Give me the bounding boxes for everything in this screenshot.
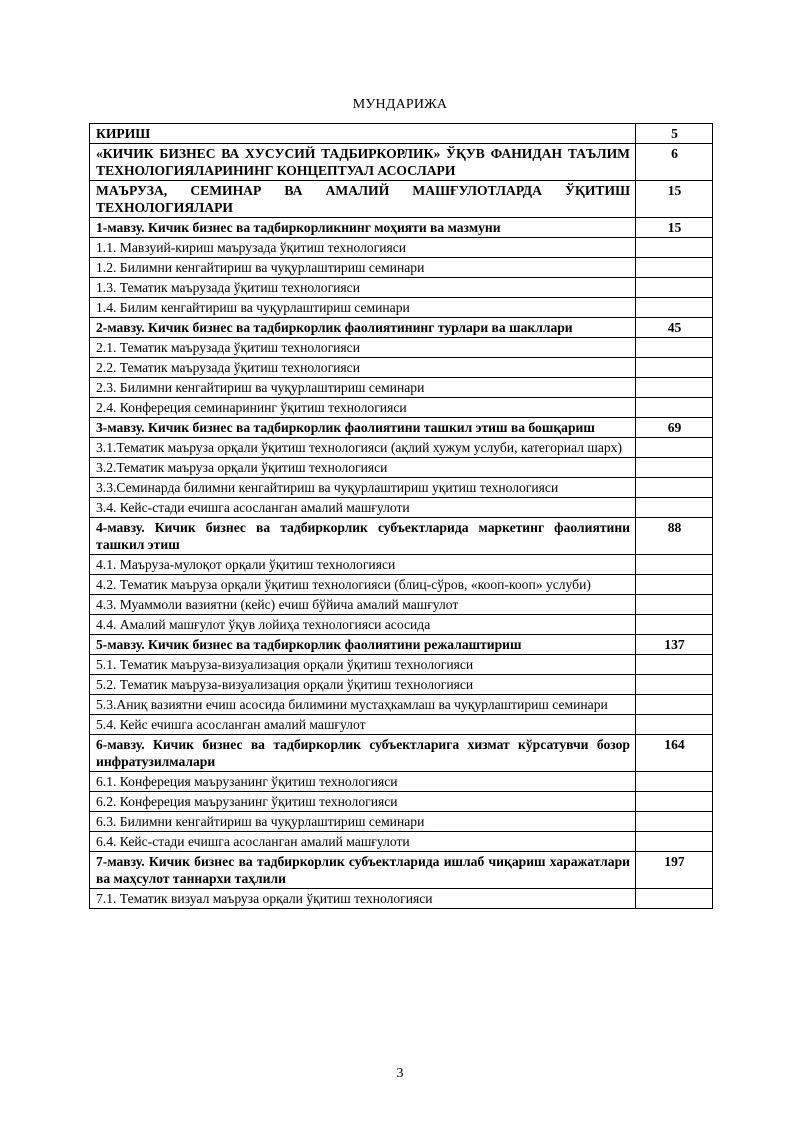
toc-entry-title: 3.3.Семинарда билимни кенгайтириш ва чуқурлаштириш уқитиш технологияси bbox=[90, 478, 636, 498]
toc-entry-page: 137 bbox=[636, 635, 713, 655]
toc-entry-title: КИРИШ bbox=[90, 124, 636, 144]
toc-entry-page bbox=[636, 832, 713, 852]
toc-entry-page bbox=[636, 258, 713, 278]
toc-entry-page bbox=[636, 238, 713, 258]
toc-entry-title: 5.2. Тематик маъруза-визуализация орқали ўқитиш технологияси bbox=[90, 675, 636, 695]
toc-row bbox=[90, 478, 713, 498]
toc-row bbox=[90, 498, 713, 518]
toc-entry-page bbox=[636, 378, 713, 398]
toc-row bbox=[90, 615, 713, 635]
toc-entry-title: 1.2. Билимни кенгайтириш ва чуқурлаштириш семинари bbox=[90, 258, 636, 278]
toc-row bbox=[90, 378, 713, 398]
toc-entry-page: 6 bbox=[636, 144, 713, 181]
toc-entry-page bbox=[636, 498, 713, 518]
toc-entry-page bbox=[636, 792, 713, 812]
toc-row bbox=[90, 124, 713, 144]
toc-entry-title: «КИЧИК БИЗНЕС ВА ХУСУСИЙ ТАДБИРКОРЛИК» ЎҚУВ ФАНИДАН ТАЪЛИМ ТЕХНОЛОГИЯЛАРИНИНГ КОНЦЕПТУАЛ АСОСЛАРИ bbox=[90, 144, 636, 181]
toc-entry-page: 197 bbox=[636, 852, 713, 889]
toc-entry-title: 2.2. Тематик маърузада ўқитиш технологияси bbox=[90, 358, 636, 378]
toc-row bbox=[90, 358, 713, 378]
toc-entry-page bbox=[636, 595, 713, 615]
toc-entry-title: 2.3. Билимни кенгайтириш ва чуқурлаштириш семинари bbox=[90, 378, 636, 398]
toc-row bbox=[90, 418, 713, 438]
toc-row bbox=[90, 852, 713, 889]
toc-entry-page bbox=[636, 458, 713, 478]
toc-entry-page bbox=[636, 575, 713, 595]
toc-entry-title: 1-мавзу. Кичик бизнес ва тадбиркорликнинг моҳияти ва мазмуни bbox=[90, 218, 636, 238]
toc-entry-page bbox=[636, 675, 713, 695]
toc-entry-page bbox=[636, 889, 713, 909]
toc-entry-page: 164 bbox=[636, 735, 713, 772]
toc-entry-title: 3.1.Тематик маъруза орқали ўқитиш технологияси (ақлий хужум услуби, категориал шарх) bbox=[90, 438, 636, 458]
toc-entry-title: 2-мавзу. Кичик бизнес ва тадбиркорлик фаолиятининг турлари ва шакллари bbox=[90, 318, 636, 338]
toc-row bbox=[90, 398, 713, 418]
toc-row bbox=[90, 181, 713, 218]
toc-entry-page: 45 bbox=[636, 318, 713, 338]
toc-entry-page bbox=[636, 615, 713, 635]
toc-body bbox=[90, 124, 713, 909]
toc-entry-title: 1.3. Тематик маърузада ўқитиш технологияси bbox=[90, 278, 636, 298]
toc-entry-title: 6.1. Конфереция маърузанинг ўқитиш технологияси bbox=[90, 772, 636, 792]
toc-row bbox=[90, 812, 713, 832]
toc-row bbox=[90, 772, 713, 792]
toc-entry-title: 1.4. Билим кенгайтириш ва чуқурлаштириш семинари bbox=[90, 298, 636, 318]
toc-entry-page bbox=[636, 438, 713, 458]
toc-entry-title: 4-мавзу. Кичик бизнес ва тадбиркорлик субъектларида маркетинг фаолиятини ташкил этиш bbox=[90, 518, 636, 555]
toc-entry-title: 4.4. Амалий машғулот ўқув лойиҳа технологияси асосида bbox=[90, 615, 636, 635]
toc-entry-page: 15 bbox=[636, 181, 713, 218]
toc-entry-page bbox=[636, 338, 713, 358]
toc-entry-title: 5.4. Кейс ечишга асосланган амалий машғулот bbox=[90, 715, 636, 735]
toc-entry-page bbox=[636, 655, 713, 675]
toc-entry-page bbox=[636, 398, 713, 418]
toc-row bbox=[90, 555, 713, 575]
toc-row bbox=[90, 715, 713, 735]
toc-row bbox=[90, 518, 713, 555]
toc-entry-title: 2.1. Тематик маърузада ўқитиш технологияси bbox=[90, 338, 636, 358]
toc-row bbox=[90, 832, 713, 852]
toc-row bbox=[90, 695, 713, 715]
toc-entry-page: 5 bbox=[636, 124, 713, 144]
toc-row bbox=[90, 792, 713, 812]
toc-entry-page bbox=[636, 695, 713, 715]
toc-row bbox=[90, 458, 713, 478]
toc-row bbox=[90, 318, 713, 338]
toc-row bbox=[90, 635, 713, 655]
toc-entry-page bbox=[636, 715, 713, 735]
toc-entry-title: 6.4. Кейс-стади ечишга асосланган амалий машғулоти bbox=[90, 832, 636, 852]
toc-entry-title: 3.4. Кейс-стади ечишга асосланган амалий машғулоти bbox=[90, 498, 636, 518]
toc-row bbox=[90, 298, 713, 318]
toc-row bbox=[90, 338, 713, 358]
toc-entry-title: 5.1. Тематик маъруза-визуализация орқали ўқитиш технологияси bbox=[90, 655, 636, 675]
toc-entry-title: 7.1. Тематик визуал маъруза орқали ўқитиш технологияси bbox=[90, 889, 636, 909]
toc-entry-page bbox=[636, 812, 713, 832]
toc-entry-title: 6.2. Конфереция маърузанинг ўқитиш технологияси bbox=[90, 792, 636, 812]
toc-entry-page bbox=[636, 278, 713, 298]
toc-row bbox=[90, 575, 713, 595]
toc-row bbox=[90, 258, 713, 278]
toc-entry-title: 4.2. Тематик маъруза орқали ўқитиш технологияси (блиц-сўров, «кооп-кооп» услуби) bbox=[90, 575, 636, 595]
toc-row bbox=[90, 735, 713, 772]
toc-row bbox=[90, 278, 713, 298]
toc-row bbox=[90, 144, 713, 181]
toc-entry-page: 69 bbox=[636, 418, 713, 438]
toc-row bbox=[90, 889, 713, 909]
table-of-contents bbox=[89, 123, 713, 909]
toc-row bbox=[90, 238, 713, 258]
page-title: МУНДАРИЖА bbox=[352, 97, 448, 112]
toc-entry-title: 5.3.Аниқ вазиятни ечиш асосида билимини мустаҳкамлаш ва чуқурлаштириш семинари bbox=[90, 695, 636, 715]
toc-entry-page bbox=[636, 772, 713, 792]
toc-entry-title: 6.3. Билимни кенгайтириш ва чуқурлаштириш семинари bbox=[90, 812, 636, 832]
toc-entry-page bbox=[636, 478, 713, 498]
toc-entry-page: 88 bbox=[636, 518, 713, 555]
toc-entry-page bbox=[636, 298, 713, 318]
toc-entry-title: 3.2.Тематик маъруза орқали ўқитиш технологияси bbox=[90, 458, 636, 478]
toc-entry-title: 7-мавзу. Кичик бизнес ва тадбиркорлик субъектларида ишлаб чиқариш харажатлари ва маҳсулот таннархи таҳлили bbox=[90, 852, 636, 889]
toc-entry-title: 4.3. Муаммоли вазиятни (кейс) ечиш бўйича амалий машғулот bbox=[90, 595, 636, 615]
toc-row bbox=[90, 655, 713, 675]
toc-entry-title: 2.4. Конфереция семинарининг ўқитиш технологияси bbox=[90, 398, 636, 418]
toc-entry-title: 5-мавзу. Кичик бизнес ва тадбиркорлик фаолиятини режалаштириш bbox=[90, 635, 636, 655]
toc-entry-page bbox=[636, 555, 713, 575]
toc-entry-title: 4.1. Маъруза-мулоқот орқали ўқитиш технологияси bbox=[90, 555, 636, 575]
page-number: 3 bbox=[396, 1066, 404, 1081]
toc-entry-page bbox=[636, 358, 713, 378]
toc-entry-title: 3-мавзу. Кичик бизнес ва тадбиркорлик фаолиятини ташкил этиш ва бошқариш bbox=[90, 418, 636, 438]
toc-row bbox=[90, 218, 713, 238]
toc-row bbox=[90, 595, 713, 615]
toc-entry-title: 6-мавзу. Кичик бизнес ва тадбиркорлик субъектларига хизмат кўрсатувчи бозор инфратузилмалари bbox=[90, 735, 636, 772]
toc-row bbox=[90, 438, 713, 458]
toc-entry-title: 1.1. Мавзуий-кириш маърузада ўқитиш технологияси bbox=[90, 238, 636, 258]
toc-entry-title: МАЪРУЗА, СЕМИНАР ВА АМАЛИЙ МАШҒУЛОТЛАРДА ЎҚИТИШ ТЕХНОЛОГИЯЛАРИ bbox=[90, 181, 636, 218]
toc-entry-page: 15 bbox=[636, 218, 713, 238]
toc-row bbox=[90, 675, 713, 695]
